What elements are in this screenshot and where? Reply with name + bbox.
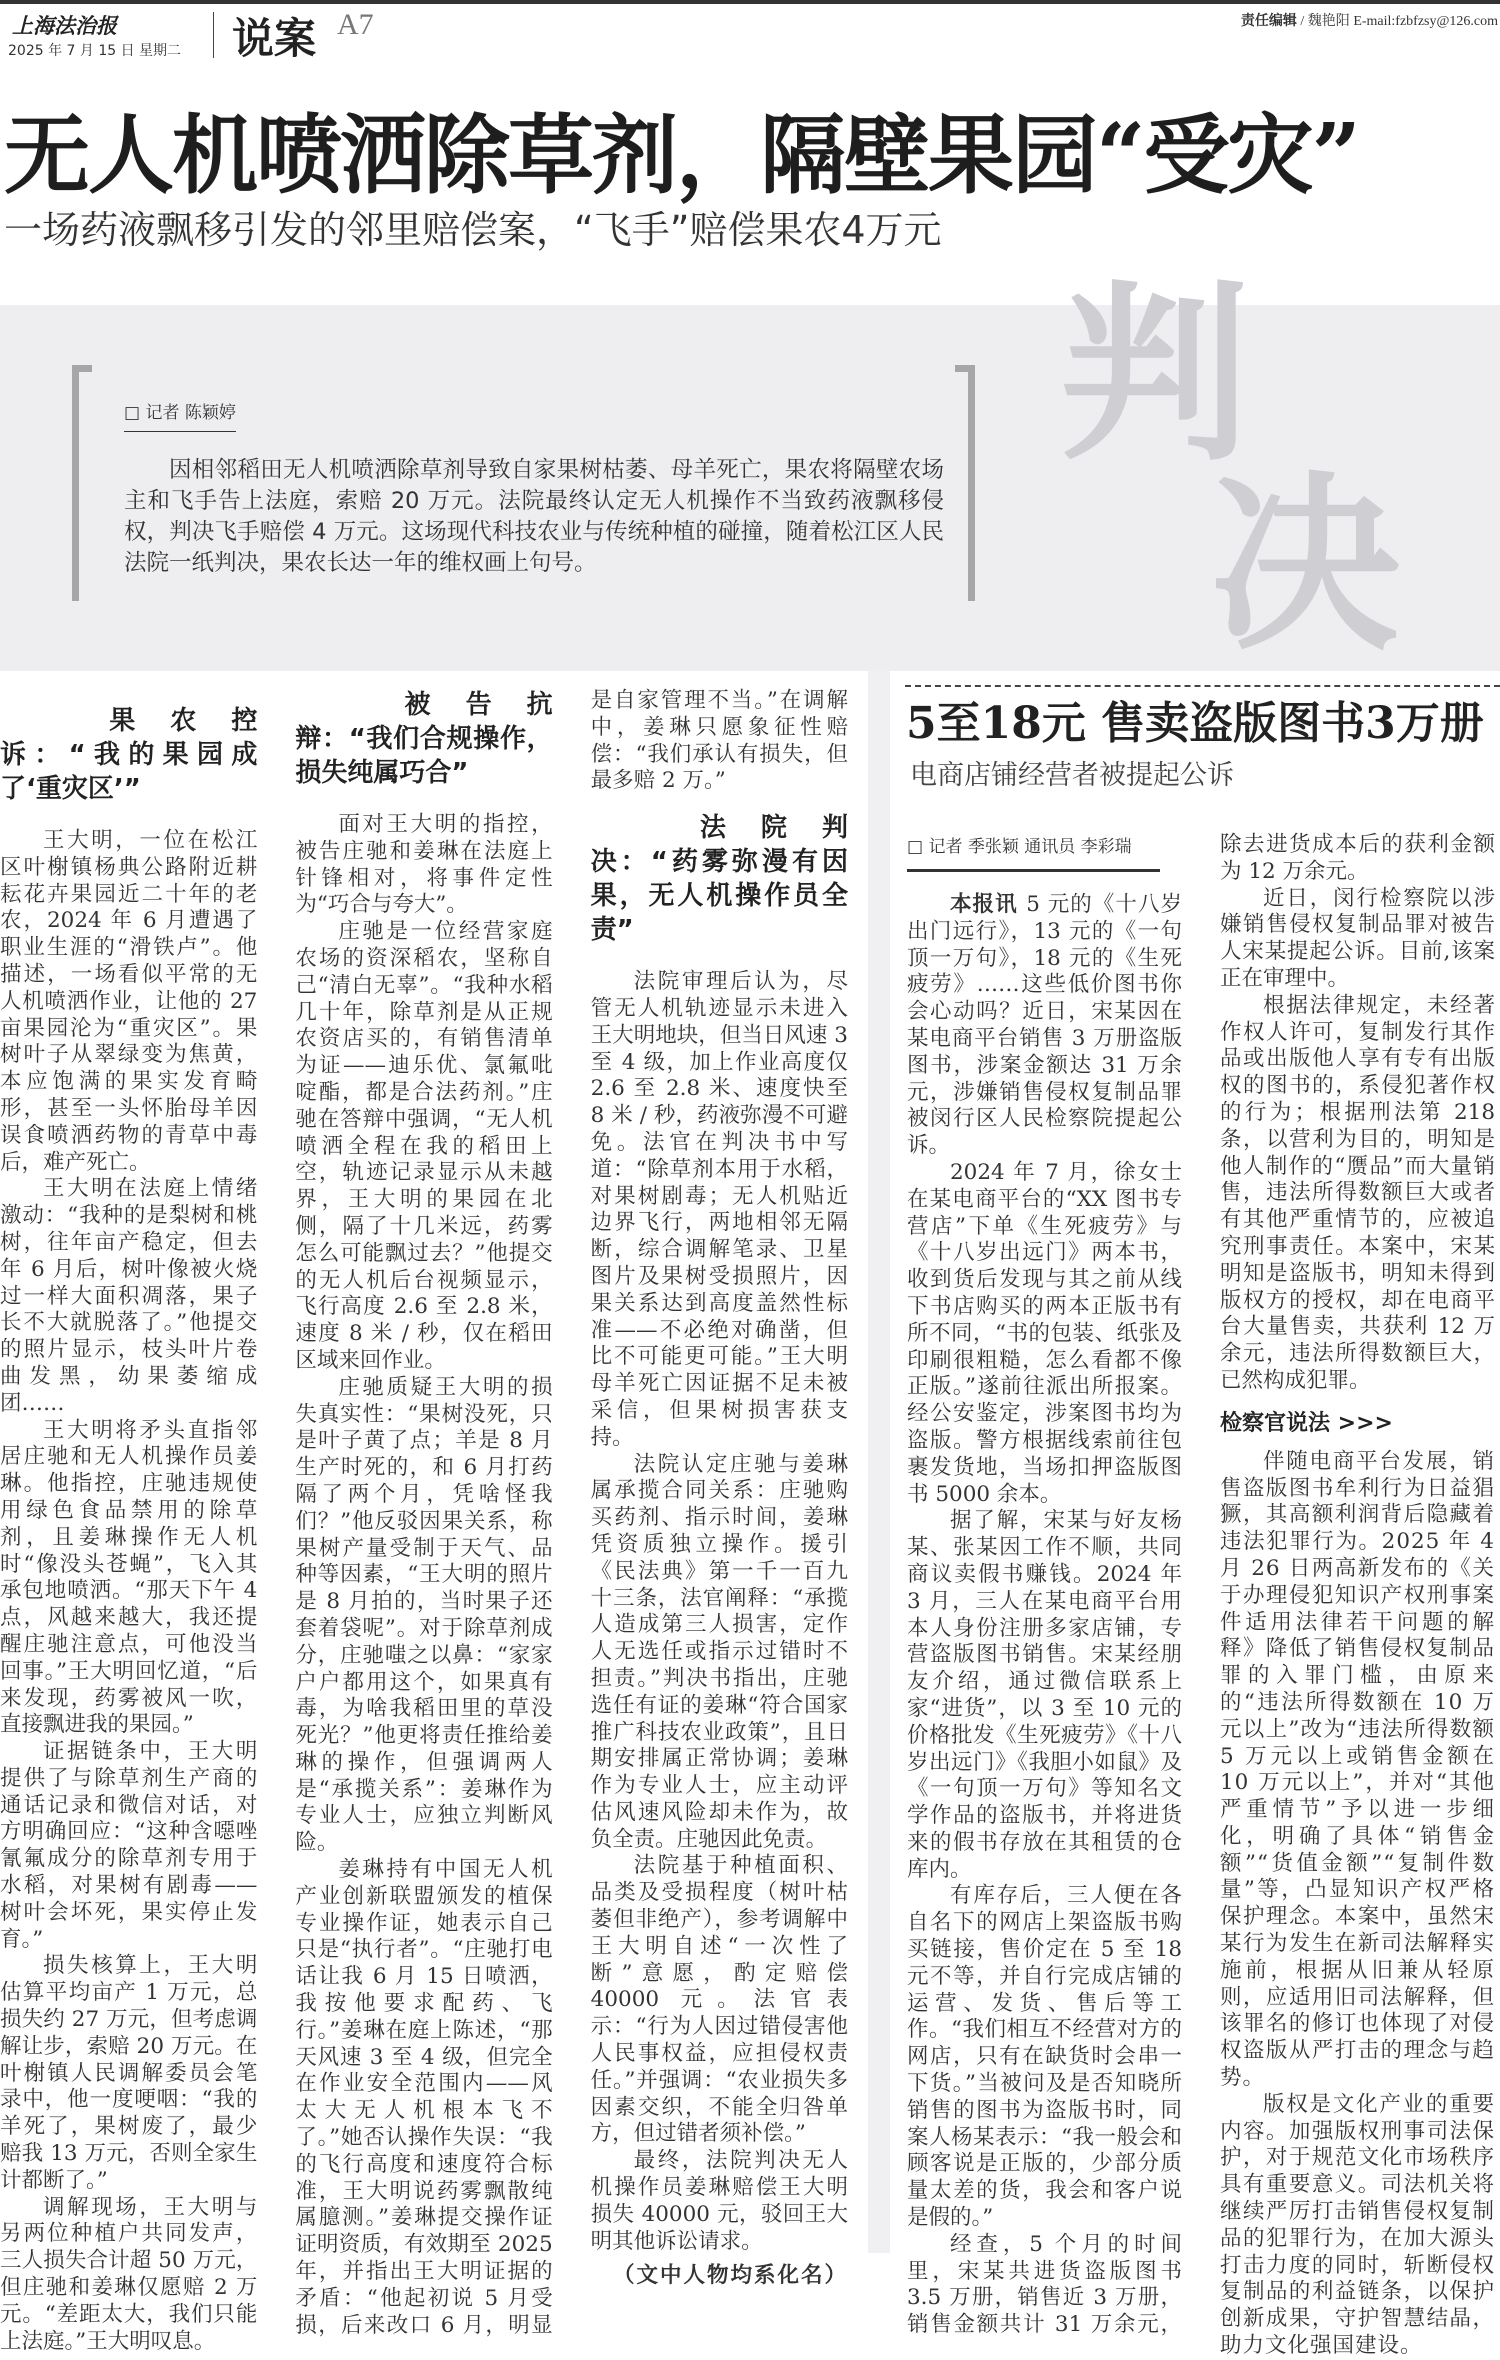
editor-name: / 魏艳阳 (1296, 14, 1354, 29)
paragraph (591, 969, 848, 1451)
editor-email: E-mail:fzbfzsy@126.com (1353, 14, 1498, 29)
paragraph-text: 损失核算上，王大明估算平均亩产 1 万元，总损失约 27 万元，但考虑调解让步，索赔 20 万元。在叶榭镇人民调解委员会笔录中，他一度哽咽：“我的羊死了，果树废了，最少赔我 13 万元，否则全家生计都断了。” (0, 1953, 258, 2193)
section-heading: 果农控诉：“我的果园成了‘重灾区’” (0, 706, 258, 804)
watermark-char: 决 (1210, 453, 1401, 676)
paragraph-text: 王大明，一位在松江区叶榭镇杨典公路附近耕耘花卉果园近二十年的老农，2024 年 6 月遭遇了职业生涯的“滑铁卢”。他描述，一场看似平常的无人机喷洒作业，让他的 27 亩果园沦为“重灾区”。果树叶子从翠绿变为焦黄，本应饱满的果实发育畸形，甚至一头怀胎母羊因误食喷洒药物的青草中毒后，难产死亡。 (0, 828, 258, 1175)
watermark-char: 判 (1060, 263, 1251, 486)
paragraph-text: 5 元的《十八岁出门远行》，13 元的《一句顶一万句》，18 元的《生死疲劳》……这些低价图书你会心动吗？近日，宋某因在某电商平台销售 3 万册盗版图书，涉案金额达 31 万余元，涉嫌销售侵权复制品罪被闵行区人民检察院提起公诉。 (907, 892, 1182, 1159)
paragraph (0, 828, 257, 1176)
paragraph-text: 调解现场，王大明与另两位种植户共同发声，三人损失合计超 50 万元，但庄驰和姜琳仅愿赔 2 万元。“差距太大，我们只能上法庭。”王大明叹息。 (0, 2194, 258, 2354)
paragraph-text: 王大明在法庭上情绪激动：“我种的是梨树和桃树，往年亩产稳定，但去年 6 月后，树叶像被火烧过一样大面积凋落，果子长不大就脱落了。”他提交的照片显示，枝头叶片卷曲发黑，幼果萎缩成团…… (0, 1176, 258, 1416)
header-divider (213, 12, 214, 58)
commentary-paragraph (1220, 2092, 1495, 2360)
paragraph (0, 2195, 257, 2356)
top-rule (0, 0, 1500, 4)
paragraph-text: 经查，5 个月的时间里，宋某共进货盗版图书 3.5 万册，销售近 3 万册，销售金额共计 31 万余元，除去进货成本后的获利金额为 12 万余元。 (907, 832, 1495, 2338)
paragraph-text: 最终，法院判决无人机操作员姜琳赔偿王大明损失 40000 元，驳回王大明其他诉讼请求。 (590, 2148, 848, 2254)
paragraph (907, 1160, 1182, 1508)
side-article-body (907, 832, 1495, 2360)
newspaper-logo: 上海法治报 (12, 13, 117, 38)
commentary-paragraph (1220, 1449, 1495, 2092)
section-heading: 被告抗辩：“我们合规操作，损失纯属巧合” (295, 690, 553, 788)
paragraph (0, 1418, 257, 1740)
paragraph-text: 根据法律规定，未经著作权人许可，复制发行其作品或出版他人享有专有出版权的图书的，系侵犯著作权的行为；根据刑法第 218 条，以营利为目的，明知是他人制作的“赝品”而大量销售，违法所得数额巨大或者有其他严重情节的，应被追究刑事责任。本案中，宋某明知是盗版书，明知未得到版权方的授权，却在电商平台大量售卖，共获利 12 万余元，违法所得数额巨大，已然构成犯罪。 (1220, 992, 1495, 1393)
paragraph (907, 1508, 1182, 1883)
paragraph-text: 证据链条中，王大明提供了与除草剂生产商的通话记录和微信对话，对方明确回应：“这种含噁唑氰氟成分的除草剂专用于水稻，对果树有剧毒——树叶会坏死，果实停止发育。” (0, 1739, 258, 1952)
section-heading: 法院判决：“药雾弥漫有因果，无人机操作员全责” (590, 813, 848, 946)
paragraph-text: 法院审理后认为，尽管无人机轨迹显示未进入王大明地块，但当日风速 3 至 4 级，加上作业高度仅 2.6 至 2.8 米、速度快至 8 米 / 秒，药液弥漫不可避免。法官在判决书中写道：“除草剂本用于水稻，对果树剧毒；无人机贴近边界飞行，两地相邻无隔断，综合调解笔录、卫星图片及果树受损照片，因果关系达到高度盖然性标准——不必绝对确凿，但比不可能更可能。”王大明母羊死亡因证据不足未被采信，但果树损害获支持。 (590, 969, 848, 1450)
main-article-body (0, 688, 848, 2355)
editor-label: 责任编辑 (1240, 13, 1297, 29)
issue-date: 2025 年 7 月 15 日 星期二 (8, 43, 182, 59)
paragraph (0, 1953, 257, 2194)
column-separator (868, 671, 890, 2253)
main-headline: 无人机喷洒除草剂，隔壁果园“受灾” (4, 105, 1359, 206)
watermark-verdict (1060, 263, 1490, 676)
paragraph-text: 庄驰质疑王大明的损失真实性：“果树没死，只是叶子黄了点；羊是 8 月生产时死的，和 6 月打药隔了两个月，凭啥怪我们？”他反驳因果关系，称果树产量受制于天气、品种等因素，“王大明的照片是 8 月拍的，当时果子还套着袋呢”。对于除草剂成分，庄驰嗤之以鼻：“家家户户都用这个，如果真有毒，为啥我稻田里的草没死光？”他更将责任推给姜琳的操作，但强调两人是“承揽关系”：姜琳作为专业人士，应独立判断风险。 (295, 1374, 553, 1856)
paragraph (295, 1375, 552, 1857)
side-byline (907, 832, 1160, 872)
paragraph-text: 2024 年 7 月，徐女士在某电商平台的“XX 图书专营店”下单《生死疲劳》与《十八岁出远门》两本书，收到货后发现与其之前从线下书店购买的两本正版书有所不同，“书的包装、纸张及印刷很粗糙，怎么看都不像正版。”遂前往派出所报案。经公安鉴定，涉案图书均为盗版。警方根据线索前往包裹发货地，当场扣押盗版图书 5000 余本。 (907, 1159, 1182, 1507)
paragraph-text: 面对王大明的指控，被告庄驰和姜琳在法庭上针锋相对，将事件定性为“巧合与夸大”。 (295, 812, 553, 918)
main-subheadline: 一场药液飘移引发的邻里赔偿案，“飞手”赔偿果农4万元 (4, 208, 942, 252)
paragraph-text: 庄驰是一位经营家庭农场的资深稻农，坚称自己“清白无辜”。“我种水稻几十年，除草剂是从正规农资店买的，有销售清单为证——迪乐优、氯氟吡啶酯，都是合法药剂。”庄驰在答辩中强调，“无人机喷洒全程在我的稻田上空，轨迹记录显示从未越界，王大明的果园在北侧，隔了十几米远，药雾怎么可能飘过去？”他提交的无人机后台视频显示，飞行高度 2.6 至 2.8 米，速度 8 米 / 秒，仅在稻田区域来回作业。 (295, 919, 553, 1373)
side-article-title: 5至18元 售卖盗版图书3万册 (906, 698, 1484, 749)
page-number: A7 (337, 8, 374, 41)
lead-paragraph: 因相邻稻田无人机喷洒除草剂导致自家果树枯萎、母羊死亡，果农将隔壁农场主和飞手告上法庭，索赔 20 万元。法院最终认定无人机操作不当致药液飘移侵权，判决飞手赔偿 4 万元。这场现代科技农业与传统种植的碰撞，随着松江区人民法院一纸判决，果农长达一年的维权画上句号。 (124, 457, 944, 576)
right-bracket (955, 365, 975, 601)
paragraph-text: 姜琳持有中国无人机产业创新联盟颁发的植保专业操作证，她表示自己只是“执行者”。“庄驰打电话让我 6 月 15 日喷洒，我按他要求配药、飞行。”姜琳在庭上陈述，“那天风速 3 至 4 级，但完全在作业安全范围内——风太大无人机根本飞不了。”她否认操作失误：“我的飞行高度和速度符合标准，王大明说药雾飘散纯属臆测。”姜琳提交操作证证明资质，有效期至 2025 年，并指出王大明证据的矛盾：“他起初说 5 月受损，后来改口 6 月，明显是自家管理不当。”在调解中，姜琳只愿象征性赔偿：“我们承认有损失，但最多赔 2 万。” (295, 688, 848, 2338)
paragraph-text: 法院认定庄驰与姜琳属承揽合同关系：庄驰购买药剂、指示时间，姜琳凭资质独立操作。援引《民法典》第一千一百九十三条，法官阐释：“承揽人造成第三人损害，定作人无选任或指示过错时不担责。”判决书指出，庄驰选任有证的姜琳“符合国家推广科技农业政策”，且日期安排属正常协调；姜琳作为专业人士，应主动评估风速风险却未作为，故负全责。庄驰因此免责。 (590, 1451, 848, 1852)
paragraph-text: 据了解，宋某与好友杨某、张某因工作不顺，共同商议卖假书赚钱。2024 年 3 月，三人在某电商平台用本人身份注册多家店铺，专营盗版图书销售。宋某经朋友介绍，通过微信联系上家“进货”，以 3 至 10 元的价格批发《生死疲劳》《十八岁出远门》《我胆小如鼠》及《一句顶一万句》等知名文学作品的盗版书，并将进货来的假书存放在其租赁的仓库内。 (907, 1508, 1182, 1882)
paragraph (295, 919, 552, 1375)
section-name: 说案 (232, 14, 317, 63)
dashed-divider (905, 685, 1500, 687)
paragraph (0, 1739, 257, 1953)
paragraph-text: 法院基于种植面积、品类及受损程度（树叶枯萎但非绝产），参考调解中王大明自述“一次性了断”意愿，酌定赔偿 40000 元。法官表示：“行为人因过错侵害他人民事权益，应担侵权责任。”并强调：“农业损失多因素交织，不能全归咎单方，但过错者须补偿。” (590, 1853, 848, 2147)
paragraph (907, 1883, 1182, 2231)
left-bracket (72, 365, 92, 601)
paragraph-text: 版权是文化产业的重要内容。加强版权刑事司法保护，对于规范文化市场秩序具有重要意义。司法机关将继续严厉打击销售侵权复制品的犯罪行为，在加大源头打击力度的同时，斩断侵权复制品的利益链条，以保护创新成果，守护智慧结晶，助力文化强国建设。 (1220, 2091, 1495, 2359)
paragraph-text: 近日，闵行检察院以涉嫌销售侵权复制品罪对被告人宋某提起公诉。目前,该案正在审理中。 (1220, 885, 1495, 991)
paragraph (591, 1452, 848, 1854)
names-disclaimer: （文中人物均系化名） (612, 2263, 848, 2289)
paragraph (0, 1176, 257, 1417)
paragraph-text: 王大明将矛头直指邻居庄驰和无人机操作员姜琳。他指控，庄驰违规使用绿色食品禁用的除草剂，且姜琳操作无人机时“像没头苍蝇”，飞入其承包地喷洒。“那天下午 4 点，风越来越大，我还提醒庄驰注意点，可他没当回事。”王大明回忆道，“后来发现，药雾被风一吹，直接飘进我的果园。” (0, 1417, 258, 1738)
side-article-subtitle: 电商店铺经营者被提起公诉 (910, 760, 1234, 791)
dateline: 本报讯 (950, 892, 1027, 917)
commentary-heading: 检察官说法 >>> (1220, 1410, 1393, 1436)
paragraph-text: 有库存后，三人便在各自名下的网店上架盗版书购买链接，售价定在 5 至 18 元不等，并自行完成店铺的运营、发货、售后等工作。“我们相互不经营对方的网店，只有在缺货时会串一下货。”当被问及是否知晓所销售的图书为盗版书时，同案人杨某表示：“我一般会和顾客说是正版的，少部分质量太差的货，我会和客户说是假的。” (907, 1883, 1182, 2231)
paragraph (1220, 886, 1495, 993)
editor-info (1241, 10, 1498, 30)
paragraph (1220, 993, 1495, 1395)
side-byline-text: □ 记者 季张颖 通讯员 李彩瑞 (907, 837, 1132, 858)
paragraph-text: 伴随电商平台发展，销售盗版图书牟利行为日益猖獗，其高额利润背后隐藏着违法犯罪行为。2025 年 4 月 26 日两高新发布的《关于办理侵犯知识产权刑事案件适用法律若干问题的解释》降低了销售侵权复制品罪的入罪门槛，由原来的“违法所得数额在 10 万元以上”改为“违法所得数额 5 万元以上或销售金额在 10 万元以上”，并对“其他严重情节”予以进一步细化，明确了具体“销售金额”“货值金额”“复制件数量”等，凸显知识产权严格保护理念。本案中，虽然宋某行为发生在新司法解释实施前，根据从旧兼从轻原则，应适用旧司法解释，但该罪名的修订也体现了对侵权盗版从严打击的理念与趋势。 (1220, 1448, 1495, 2091)
paragraph (591, 1853, 848, 2148)
byline: □ 记者 陈颖婷 (124, 398, 236, 432)
paragraph (907, 892, 1182, 1160)
paragraph (591, 2148, 848, 2255)
paragraph (295, 812, 552, 919)
